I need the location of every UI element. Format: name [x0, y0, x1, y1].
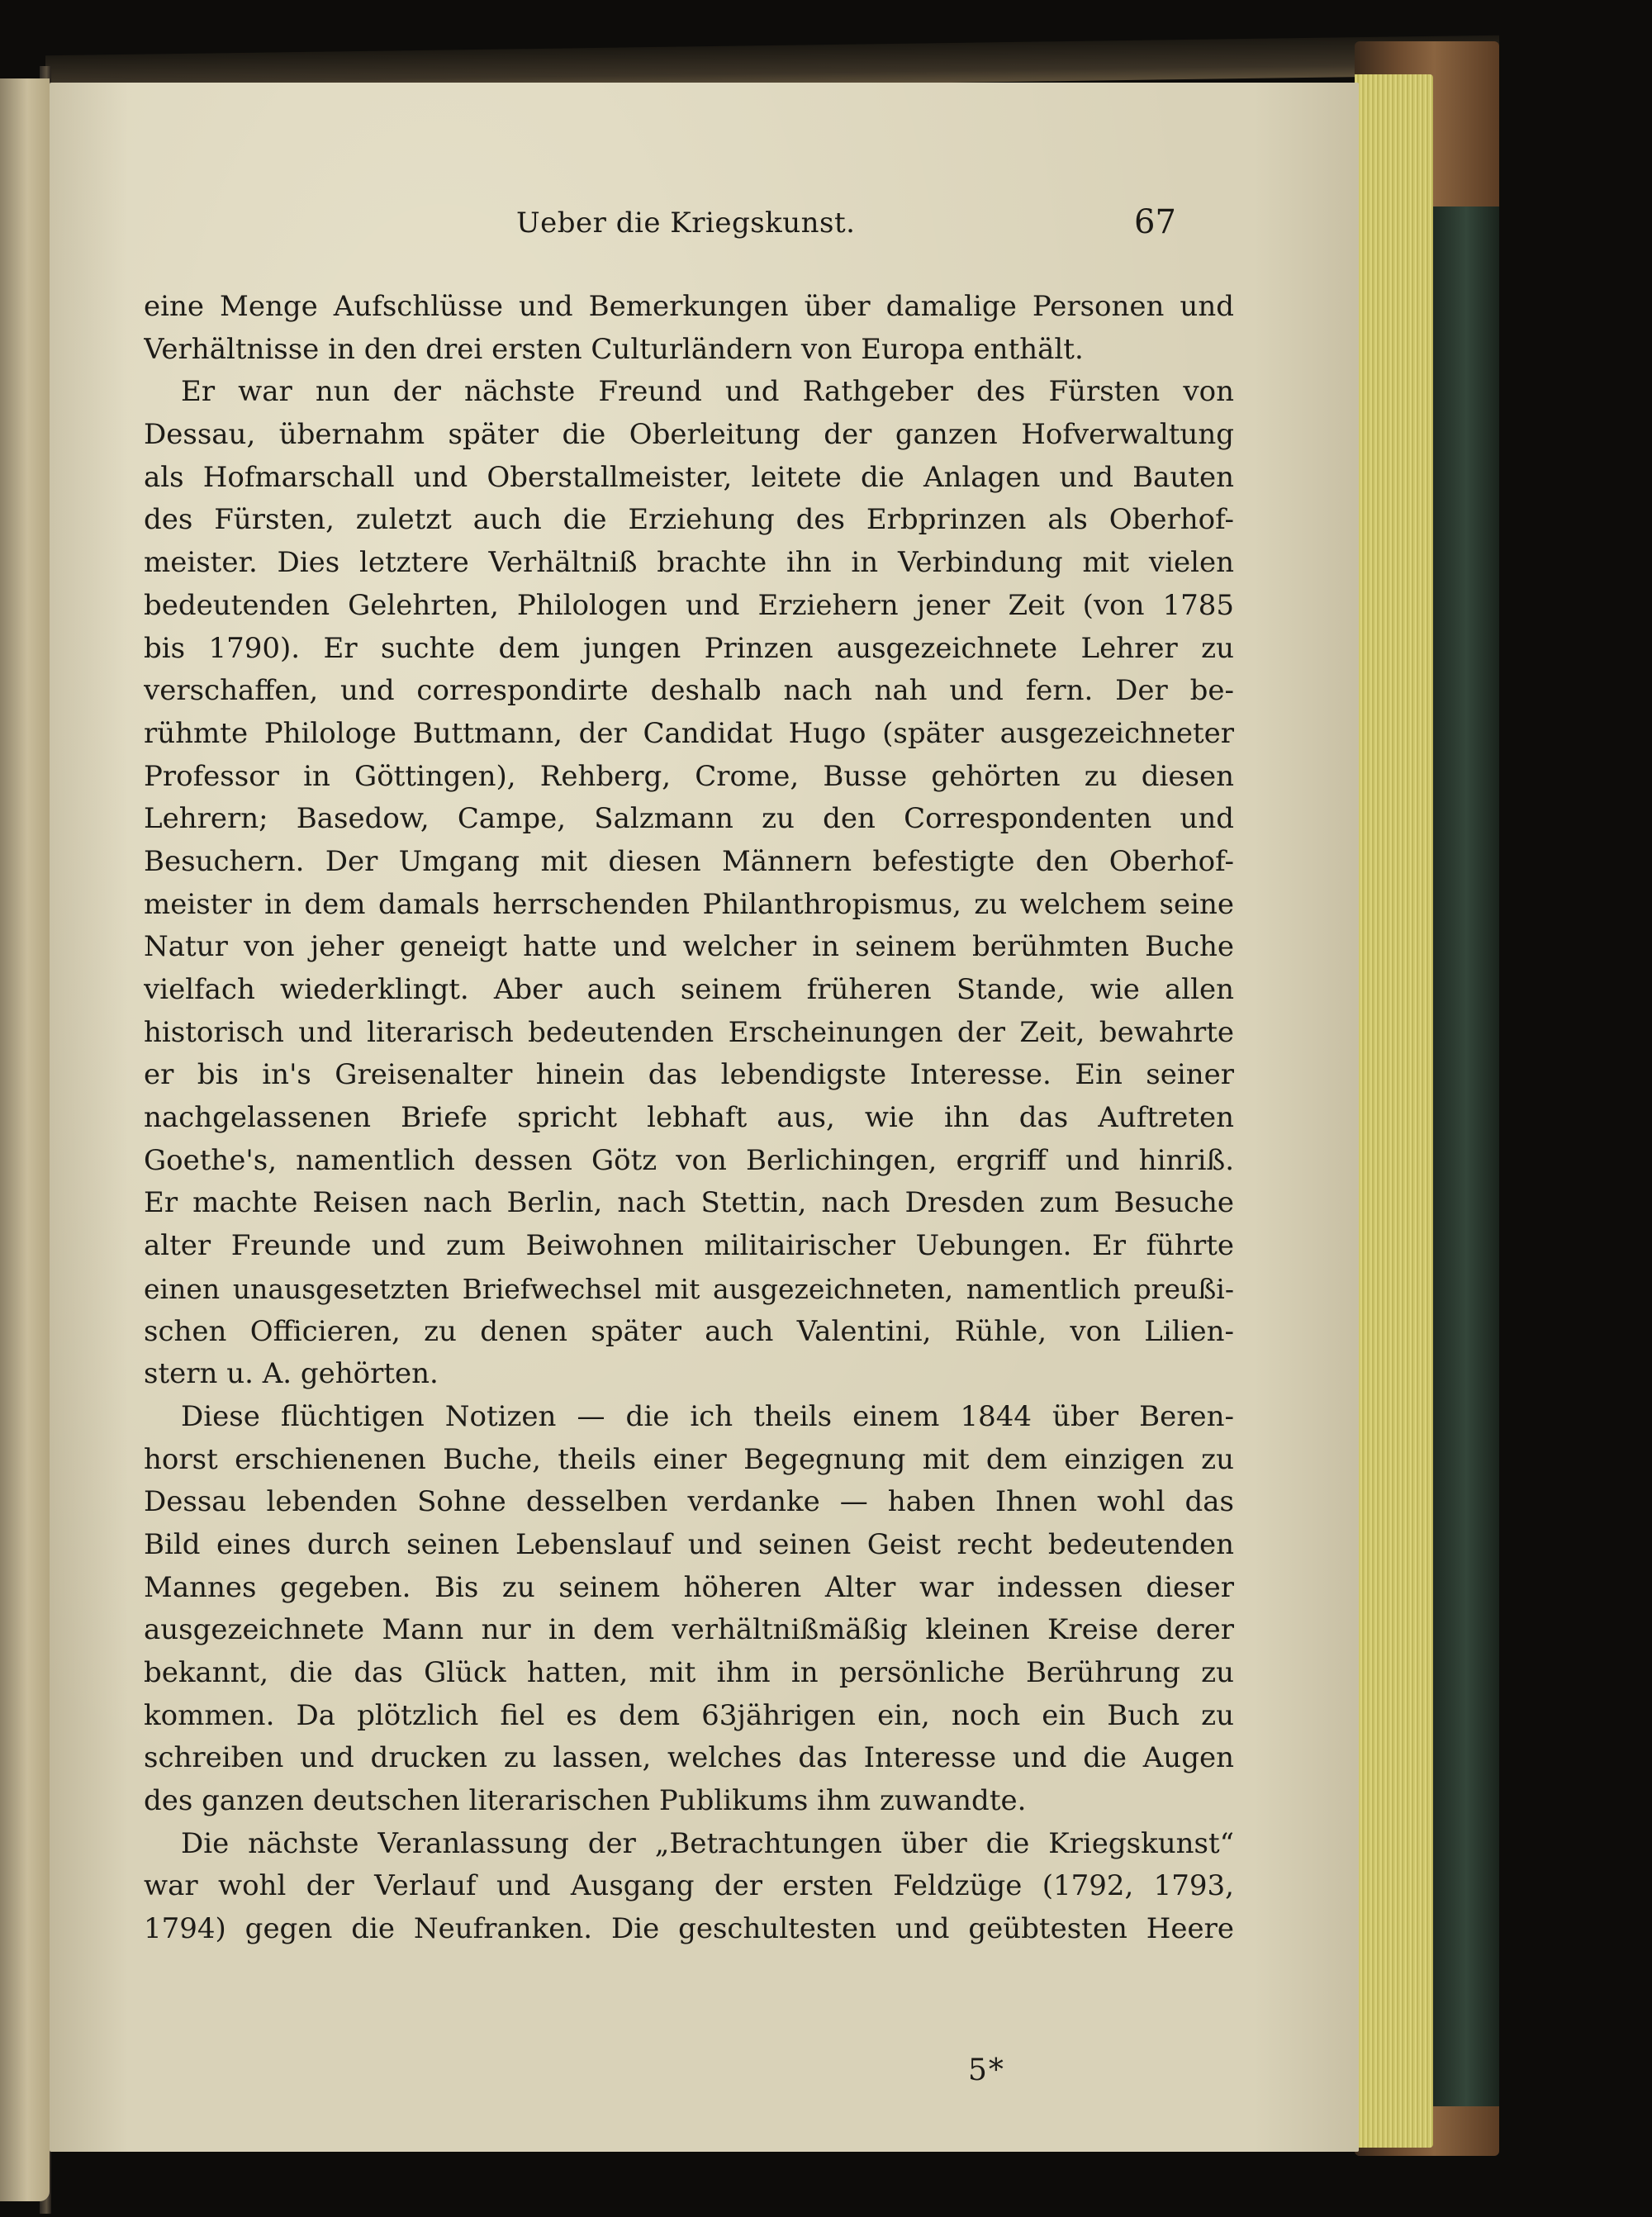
book-page — [50, 83, 1359, 2152]
text-line: einen unausgesetzten Briefwechsel mit ausgezeichneten, namentlich preußi- — [144, 1272, 1234, 1305]
running-head — [50, 203, 1359, 256]
text-line: vielfach wiederklingt. Aber auch seinem früheren Stande, wie allen — [144, 973, 1234, 1006]
text-line: Verhältnisse in den drei ersten Culturländern von Europa enthält. — [144, 332, 1084, 366]
body-text — [144, 286, 1234, 1951]
text-line: Professor in Göttingen), Rehberg, Crome, Busse gehörten zu diesen — [144, 759, 1234, 793]
text-line: Er machte Reisen nach Berlin, nach Stettin, nach Dresden zum Besuche — [144, 1186, 1234, 1220]
text-line: eine Menge Aufschlüsse und Bemerkungen über damalige Personen und — [144, 290, 1234, 323]
text-line: Goethe's, namentlich dessen Götz von Berlichingen, ergriff und hinriß. — [144, 1143, 1234, 1177]
text-line: kommen. Da plötzlich fiel es dem 63jährigen ein, noch ein Buch zu — [144, 1698, 1234, 1732]
text-line: schreiben und drucken zu lassen, welches das Interesse und die Augen — [144, 1741, 1234, 1775]
text-line: schen Officieren, zu denen später auch Valentini, Rühle, von Lilien- — [144, 1314, 1234, 1348]
facing-page-edge — [0, 78, 50, 2201]
text-line: Er war nun der nächste Freund und Rathgeber des Fürsten von — [181, 375, 1234, 409]
text-line: verschaffen, und correspondirte deshalb nach nah und fern. Der be- — [144, 674, 1234, 708]
text-line: er bis in's Greisenalter hinein das lebendigste Interesse. Ein seiner — [144, 1058, 1234, 1092]
text-line: 1794) gegen die Neufranken. Die geschultesten und geübtesten Heere — [144, 1912, 1234, 1946]
text-line: meister in dem damals herrschenden Philanthropismus, zu welchem seine — [144, 887, 1234, 921]
text-line: ausgezeichnete Mann nur in dem verhältnißmäßig kleinen Kreise derer — [144, 1613, 1234, 1647]
text-line: Natur von jeher geneigt hatte und welcher in seinem berühmten Buche — [144, 930, 1234, 964]
text-line: Mannes gegeben. Bis zu seinem höheren Alter war indessen dieser — [144, 1570, 1234, 1604]
running-head-title: Ueber die Kriegskunst. — [516, 207, 856, 240]
text-line: nachgelassenen Briefe spricht lebhaft aus, wie ihn das Auftreten — [144, 1101, 1234, 1135]
text-line: bis 1790). Er suchte dem jungen Prinzen ausgezeichnete Lehrer zu — [144, 631, 1234, 665]
text-line: Die nächste Veranlassung der „Betrachtungen über die Kriegskunst“ — [181, 1826, 1234, 1860]
text-line: horst erschienenen Buche, theils einer Begegnung mit dem einzigen zu — [144, 1442, 1234, 1476]
book-cover-cloth — [1433, 207, 1499, 2106]
text-line: meister. Dies letztere Verhältniß brachte ihn in Verbindung mit vielen — [144, 546, 1234, 580]
text-line: Lehrern; Basedow, Campe, Salzmann zu den Correspondenten und — [144, 802, 1234, 836]
text-line: stern u. A. gehörten. — [144, 1357, 439, 1391]
page-number: 67 — [1134, 203, 1176, 241]
text-line: alter Freunde und zum Beiwohnen militairischer Uebungen. Er führte — [144, 1229, 1234, 1263]
text-line: des ganzen deutschen literarischen Publikums ihm zuwandte. — [144, 1784, 1027, 1818]
text-line: rühmte Philologe Buttmann, der Candidat Hugo (später ausgezeichneter — [144, 716, 1234, 750]
text-line: Dessau, übernahm später die Oberleitung der ganzen Hofverwaltung — [144, 418, 1234, 452]
text-line: als Hofmarschall und Oberstallmeister, leitete die Anlagen und Bauten — [144, 460, 1234, 494]
text-line: historisch und literarisch bedeutenden Erscheinungen der Zeit, bewahrte — [144, 1015, 1234, 1049]
text-line: Dessau lebenden Sohne desselben verdanke — haben Ihnen wohl das — [144, 1485, 1234, 1519]
text-line: bekannt, die das Glück hatten, mit ihm in persönliche Berührung zu — [144, 1656, 1234, 1689]
text-line: bedeutenden Gelehrten, Philologen und Erziehern jener Zeit (von 1785 — [144, 588, 1234, 622]
text-line: Bild eines durch seinen Lebenslauf und seinen Geist recht bedeutenden — [144, 1527, 1234, 1561]
text-line: war wohl der Verlauf und Ausgang der ersten Feldzüge (1792, 1793, — [144, 1869, 1234, 1903]
signature-mark: 5* — [968, 2053, 1005, 2087]
text-line: Besuchern. Der Umgang mit diesen Männern befestigte den Oberhof- — [144, 844, 1234, 878]
gilt-page-edges — [1355, 74, 1433, 2148]
text-line: des Fürsten, zuletzt auch die Erziehung des Erbprinzen als Oberhof- — [144, 503, 1234, 537]
text-line: Diese flüchtigen Notizen — die ich theils einem 1844 über Beren- — [181, 1399, 1234, 1433]
